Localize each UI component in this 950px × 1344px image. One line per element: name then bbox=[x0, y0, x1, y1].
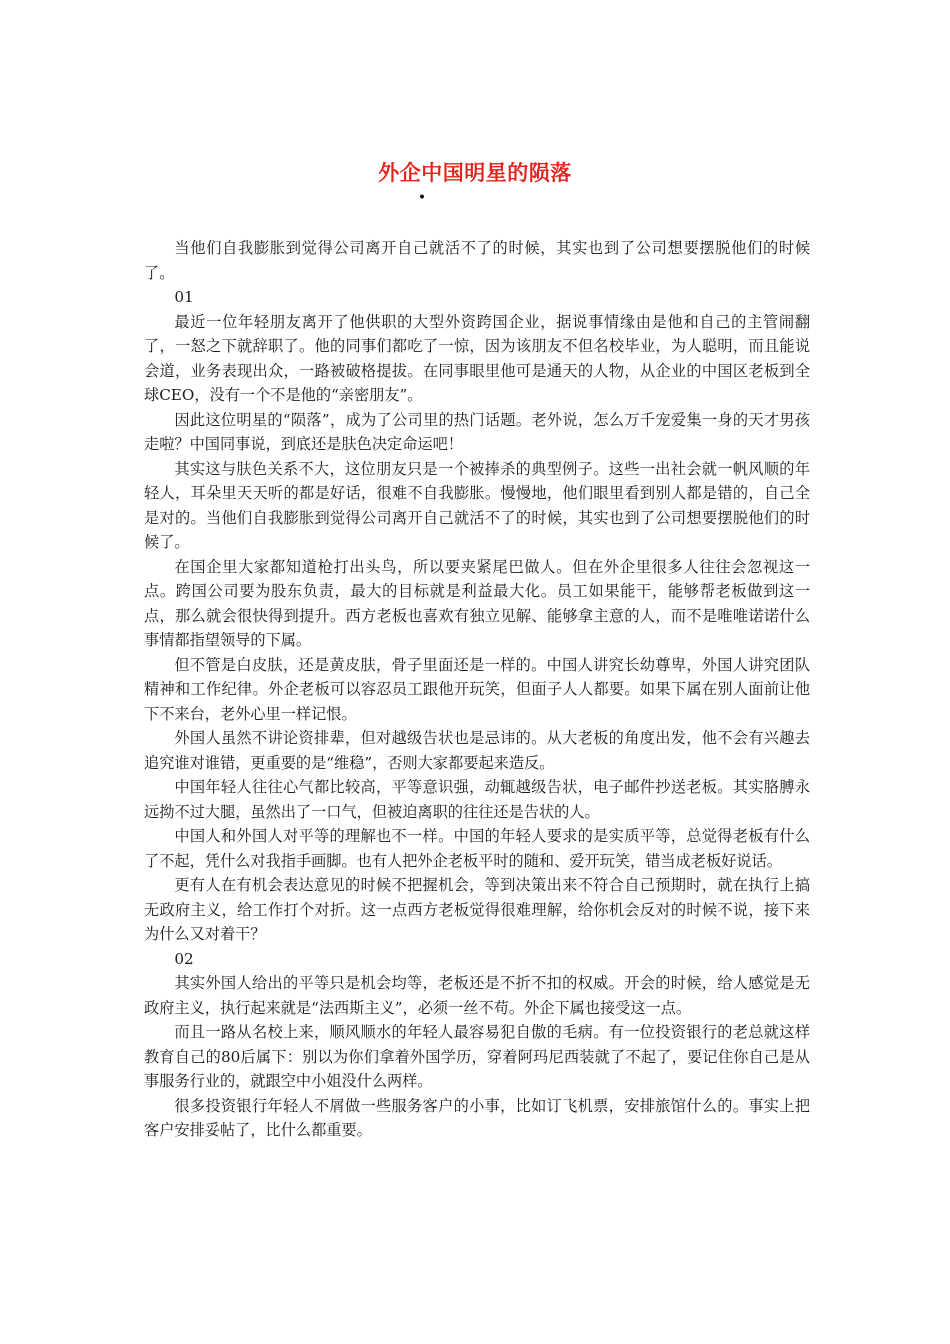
paragraph: 当他们自我膨胀到觉得公司离开自己就活不了的时候，其实也到了公司想要摆脱他们的时候了。 bbox=[144, 239, 810, 282]
paragraph: 但不管是白皮肤，还是黄皮肤，骨子里面还是一样的。中国人讲究长幼尊卑，外国人讲究团队精神和工作纪律。外企老板可以容忍员工跟他开玩笑，但面子人人都要。如果下属在别人面前让他下不来台，老外心里一样记恨。 bbox=[144, 655, 810, 723]
paragraph: 在国企里大家都知道枪打出头鸟，所以要夹紧尾巴做人。但在外企里很多人往往会忽视这一点。跨国公司要为股东负责，最大的目标就是利益最大化。员工如果能干，能够帮老板做到这一点，那么就会很快得到提升。西方老板也喜欢有独立见解、能够拿主意的人，而不是唯唯诺诺什么事情都指望领导的下属。 bbox=[144, 557, 810, 649]
paragraph: 而且一路从名校上来，顺风顺水的年轻人最容易犯自傲的毛病。有一位投资银行的老总就这样教育自己的80后属下：别以为你们拿着外国学历，穿着阿玛尼西装就了不起了，要记住你自己是从事服务行业的，就跟空中小姐没什么两样。 bbox=[144, 1023, 810, 1090]
paragraph: 中国年轻人往往心气都比较高，平等意识强，动辄越级告状，电子邮件抄送老板。其实胳膊永远拗不过大腿，虽然出了一口气，但被迫离职的往往还是告状的人。 bbox=[144, 778, 810, 821]
paragraph: 很多投资银行年轻人不屑做一些服务客户的小事，比如订飞机票，安排旅馆什么的。事实上把客户安排妥帖了，比什么都重要。 bbox=[144, 1096, 810, 1139]
paragraph: 最近一位年轻朋友离开了他供职的大型外资跨国企业，据说事情缘由是他和自己的主管闹翻了，一怒之下就辞职了。他的同事们都吃了一惊，因为该朋友不但名校毕业，为人聪明，而且能说会道，业务表现出众，一路被破格提拔。在同事眼里他可是通天的人物，从企业的中国区老板到全球CEO，没有一个不是他的“亲密朋友”。 bbox=[144, 312, 810, 404]
paragraph: 因此这位明星的“陨落”，成为了公司里的热门话题。老外说，怎么万千宠爱集一身的天才男孩走啦？中国同事说，到底还是肤色决定命运吧！ bbox=[144, 410, 810, 453]
paragraph: 更有人在有机会表达意见的时候不把握机会，等到决策出来不符合自己预期时，就在执行上搞无政府主义，给工作打个对折。这一点西方老板觉得很难理解，给你机会反对的时候不说，接下来为什么又对着干？ bbox=[144, 876, 810, 943]
paragraph: 其实外国人给出的平等只是机会均等，老板还是不折不扣的权威。开会的时候，给人感觉是无政府主义，执行起来就是“法西斯主义”，必须一丝不苟。外企下属也接受这一点。 bbox=[144, 974, 810, 1017]
bullet-marker: • bbox=[417, 190, 427, 206]
paragraph: 中国人和外国人对平等的理解也不一样。中国的年轻人要求的是实质平等，总觉得老板有什么了不起，凭什么对我指手画脚。也有人把外企老板平时的随和、爱开玩笑，错当成老板好说话。 bbox=[144, 827, 810, 870]
section-number: 02 bbox=[174, 949, 194, 968]
article-body bbox=[144, 236, 810, 1143]
paragraph: 其实这与肤色关系不大，这位朋友只是一个被捧杀的典型例子。这些一出社会就一帆风顺的年轻人，耳朵里天天听的都是好话，很难不自我膨胀。慢慢地，他们眼里看到别人都是错的，自己全是对的。当他们自我膨胀到觉得公司离开自己就活不了的时候，其实也到了公司想要摆脱他们的时候了。 bbox=[144, 459, 810, 551]
section-number: 01 bbox=[174, 288, 194, 306]
article-title: 外企中国明星的陨落 bbox=[378, 160, 572, 185]
paragraph: 外国人虽然不讲论资排辈，但对越级告状也是忌讳的。从大老板的角度出发，他不会有兴趣去追究谁对谁错，更重要的是“维稳”，否则大家都要起来造反。 bbox=[144, 729, 810, 772]
